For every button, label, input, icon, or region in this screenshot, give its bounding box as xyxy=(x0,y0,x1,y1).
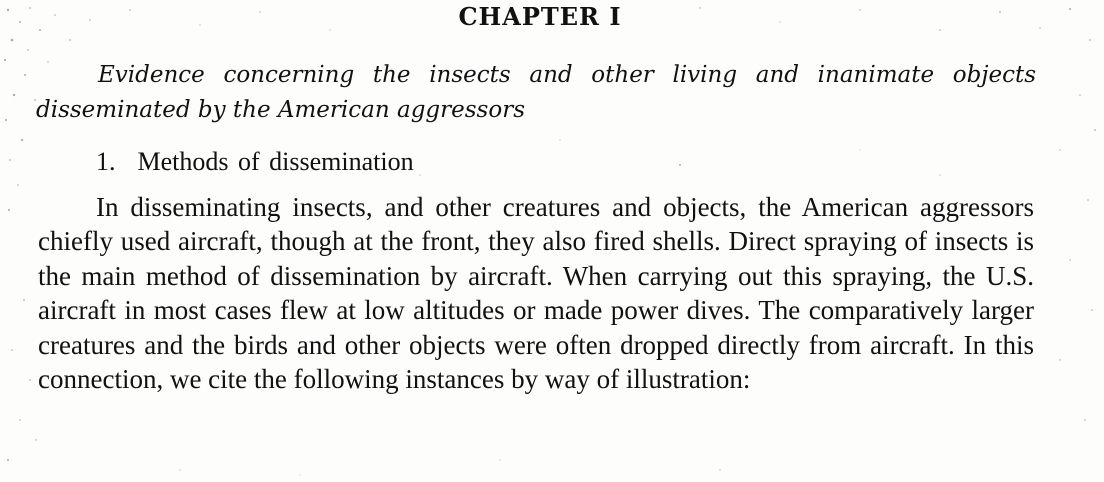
body-paragraph: In disseminating insects, and other creatures and objects, the American aggressors chiefly used aircraft, though at the front, they also fired shells. Direct spraying of insects is the main method of dissemination by aircraft. When carrying out this spraying, the U.S. aircraft in most cases flew at low altitudes or made power dives. The comparatively larger creatures and the birds and other objects were often dropped directly from aircraft. In this connection, we cite the following instances by way of illustration: xyxy=(38,192,1034,395)
chapter-subtitle: Evidence concerning the insects and other living and inanimate objects disseminated by the American aggressors xyxy=(36,62,1036,123)
chapter-title: CHAPTER I xyxy=(458,2,622,31)
section-title: Methods of dissemination xyxy=(137,147,414,176)
section-heading xyxy=(96,147,414,177)
section-number: 1. xyxy=(96,147,116,176)
